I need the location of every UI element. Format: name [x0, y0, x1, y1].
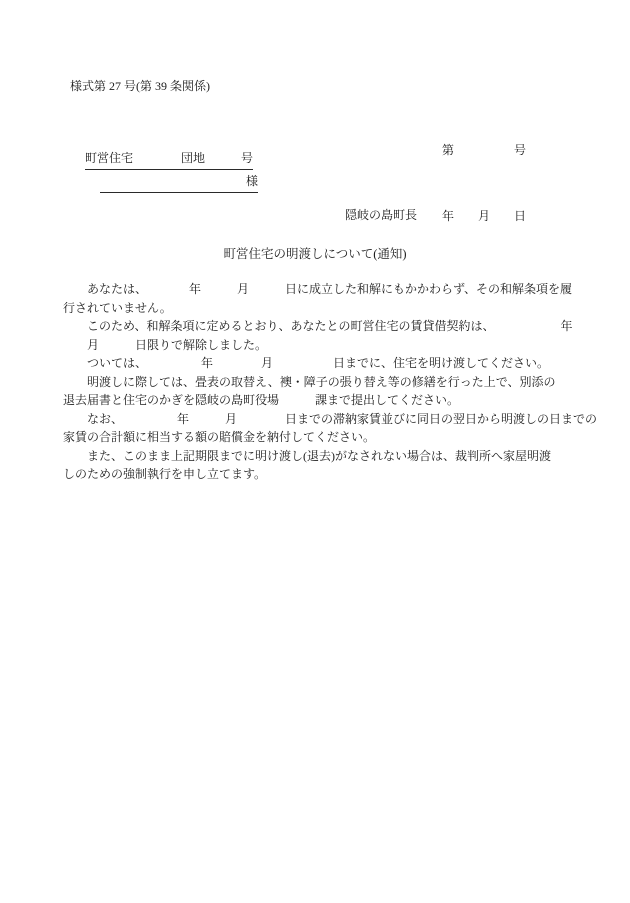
- body-line: また、このまま上記期限までに明け渡し(退去)がなされない場合は、裁判所へ家屋明渡: [63, 448, 551, 463]
- body-line: このため、和解条項に定めるとおり、あなたとの町営住宅の賃貸借契約は、 年: [63, 319, 573, 333]
- body-line: しのための強制執行を申し立てます。: [63, 467, 267, 481]
- body-line: あなたは、 年 月 日に成立した和解にもかかわらず、その和解条項を履: [63, 282, 573, 296]
- document-title: 町営住宅の明渡しについて(通知): [223, 247, 407, 261]
- addressee-housing-line: 町営住宅 団地 号: [85, 151, 253, 170]
- sender-name: 隠岐の島町長: [345, 208, 418, 222]
- body-line: 明渡しに際しては、畳表の取替え、襖・障子の張り替え等の修繕を行った上で、別添の: [63, 374, 556, 389]
- addressee-block: [85, 151, 258, 193]
- body-line: 月 日限りで解除しました。: [63, 337, 268, 352]
- document-date-line: 年 月 日: [441, 209, 526, 223]
- body-line: 行されていません。: [63, 300, 172, 315]
- body-line: 退去届書と住宅のかぎを隠岐の島町役場 課まで提出してください。: [63, 393, 460, 407]
- body-line: 家賃の合計額に相当する額の賠償金を納付してください。: [63, 430, 376, 444]
- body-line: ついては、 年 月 日までに、住宅を明け渡してください。: [63, 356, 550, 370]
- addressee-name-blank: 様: [100, 174, 258, 193]
- document-meta-block: [442, 95, 526, 271]
- body-text: [63, 280, 597, 484]
- body-line: なお、 年 月 日までの滞納家賃並びに同日の翌日から明渡しの日までの: [63, 411, 598, 426]
- form-number-label: 様式第 27 号(第 39 条関係): [70, 79, 210, 93]
- document-number-line: 第 号: [441, 143, 526, 157]
